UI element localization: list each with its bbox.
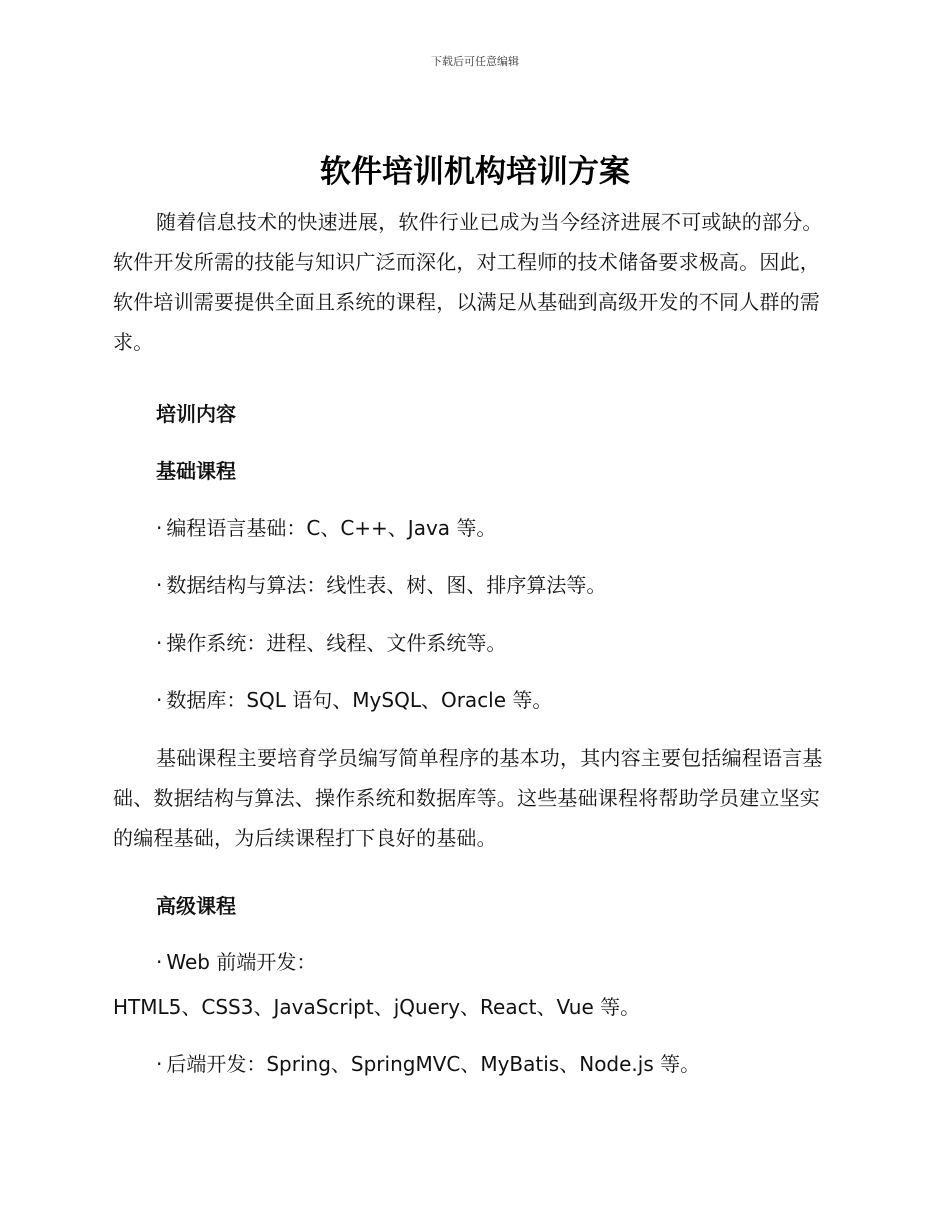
list-item-text: 操作系统：进程、线程、文件系统等。 bbox=[166, 631, 507, 655]
list-item bbox=[156, 1044, 700, 1084]
basic-courses-summary: 基础课程主要培育学员编写简单程序的基本功，其内容主要包括编程语言基础、数据结构与算法、操作系统和数据库等。这些基础课程将帮助学员建立坚实的编程基础，为后续课程打下良好的基础。 bbox=[113, 746, 823, 850]
list-item bbox=[156, 508, 496, 548]
bullet-dot: · bbox=[156, 573, 163, 597]
list-item-text: Web 前端开发： bbox=[166, 950, 317, 974]
section-heading-training-content: 培训内容 bbox=[156, 402, 236, 426]
bullet-dot: · bbox=[156, 1052, 163, 1076]
header-note: 下载后可任意编辑 bbox=[431, 55, 519, 68]
list-item-text: 编程语言基础：C、C++、Java 等。 bbox=[166, 516, 497, 540]
list-item-text: 数据结构与算法：线性表、树、图、排序算法等。 bbox=[166, 573, 607, 597]
document-title: 软件培训机构培训方案 bbox=[320, 154, 630, 190]
section-heading-basic-courses: 基础课程 bbox=[156, 459, 236, 483]
list-item bbox=[156, 565, 606, 605]
bullet-dot: · bbox=[156, 688, 163, 712]
bullet-dot: · bbox=[156, 950, 163, 974]
intro-paragraph: 随着信息技术的快速进展，软件行业已成为当今经济进展不可或缺的部分。软件开发所需的技能与知识广泛而深化，对工程师的技术储备要求极高。因此，软件培训需要提供全面且系统的课程，以满足从基础到高级开发的不同人群的需求。 bbox=[113, 210, 823, 354]
bullet-dot: · bbox=[156, 516, 163, 540]
section-heading-advanced-courses: 高级课程 bbox=[156, 894, 236, 918]
bullet-dot: · bbox=[156, 631, 163, 655]
list-item-text: 后端开发：Spring、SpringMVC、MyBatis、Node.js 等。 bbox=[166, 1052, 701, 1076]
list-item-text: 数据库：SQL 语句、MySQL、Oracle 等。 bbox=[166, 688, 553, 712]
list-item bbox=[156, 680, 552, 720]
list-item bbox=[156, 942, 316, 982]
list-item-continuation: HTML5、CSS3、JavaScript、jQuery、React、Vue 等。 bbox=[113, 995, 641, 1019]
list-item bbox=[156, 623, 506, 663]
